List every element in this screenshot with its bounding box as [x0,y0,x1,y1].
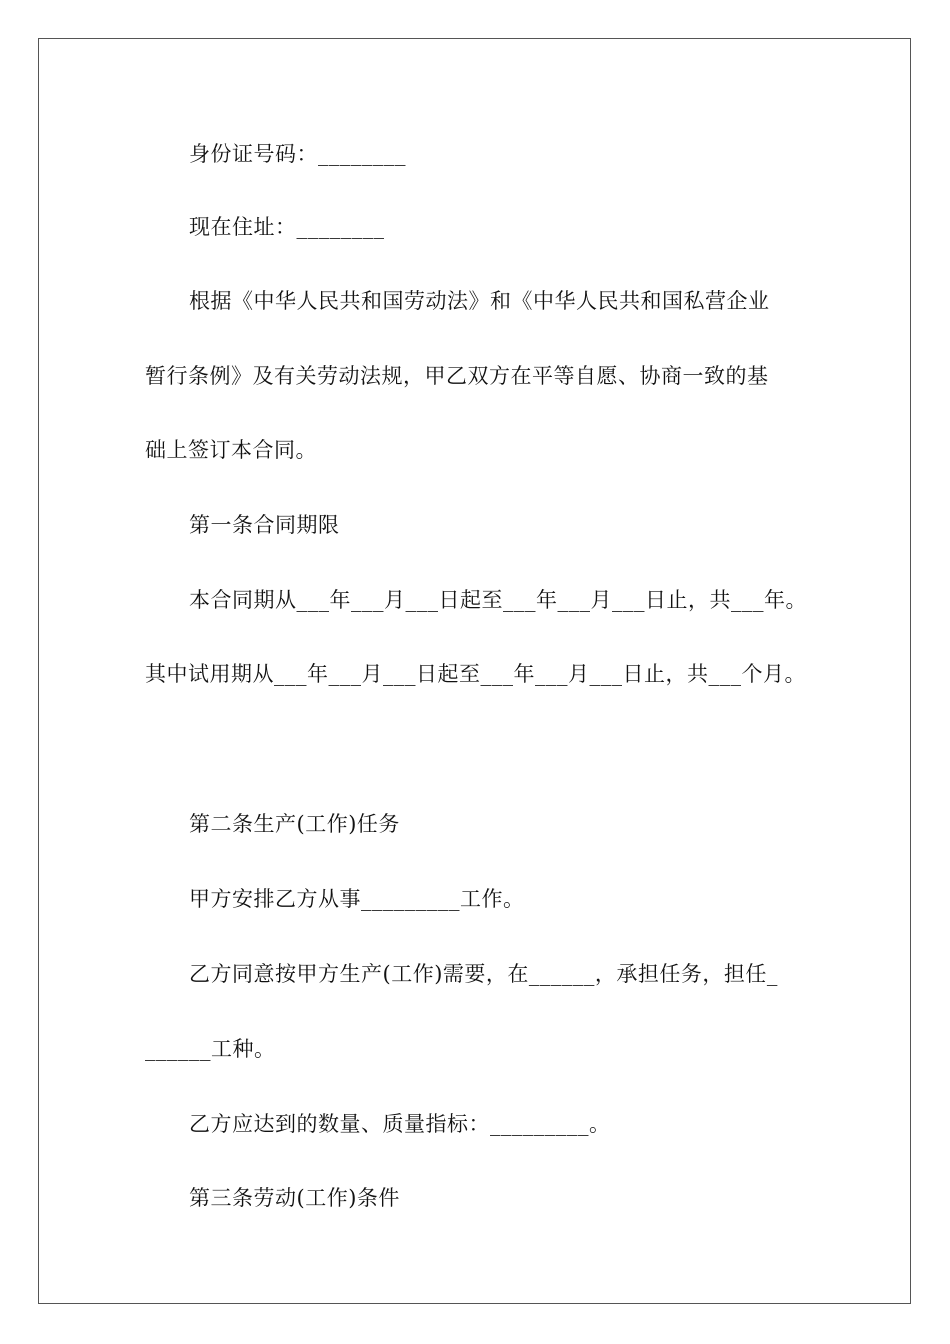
work-assignment-line: 甲方安排乙方从事_________工作。 [189,887,525,911]
contract-term-line: 本合同期从___年___月___日起至___年___月___日止，共___年。 [189,588,807,612]
current-address-line: 现在住址：________ [189,215,385,239]
preamble-line-1: 根据《中华人民共和国劳动法》和《中华人民共和国私营企业 [189,289,770,313]
article-3-heading: 第三条劳动(工作)条件 [189,1186,400,1210]
quality-targets-line: 乙方应达到的数量、质量指标：_________。 [189,1112,611,1136]
id-number-line: 身份证号码：________ [189,142,406,166]
probation-term-line: 其中试用期从___年___月___日起至___年___月___日止，共___个月。 [145,662,806,686]
preamble-line-3: 础上签订本合同。 [145,438,317,462]
preamble-line-2: 暂行条例》及有关劳动法规，甲乙双方在平等自愿、协商一致的基 [145,364,769,388]
work-agreement-line-1: 乙方同意按甲方生产(工作)需要，在______，承担任务，担任_ [189,962,778,986]
article-2-heading: 第二条生产(工作)任务 [189,812,400,836]
article-1-heading: 第一条合同期限 [189,513,340,537]
work-agreement-line-2: ______工种。 [145,1037,276,1061]
